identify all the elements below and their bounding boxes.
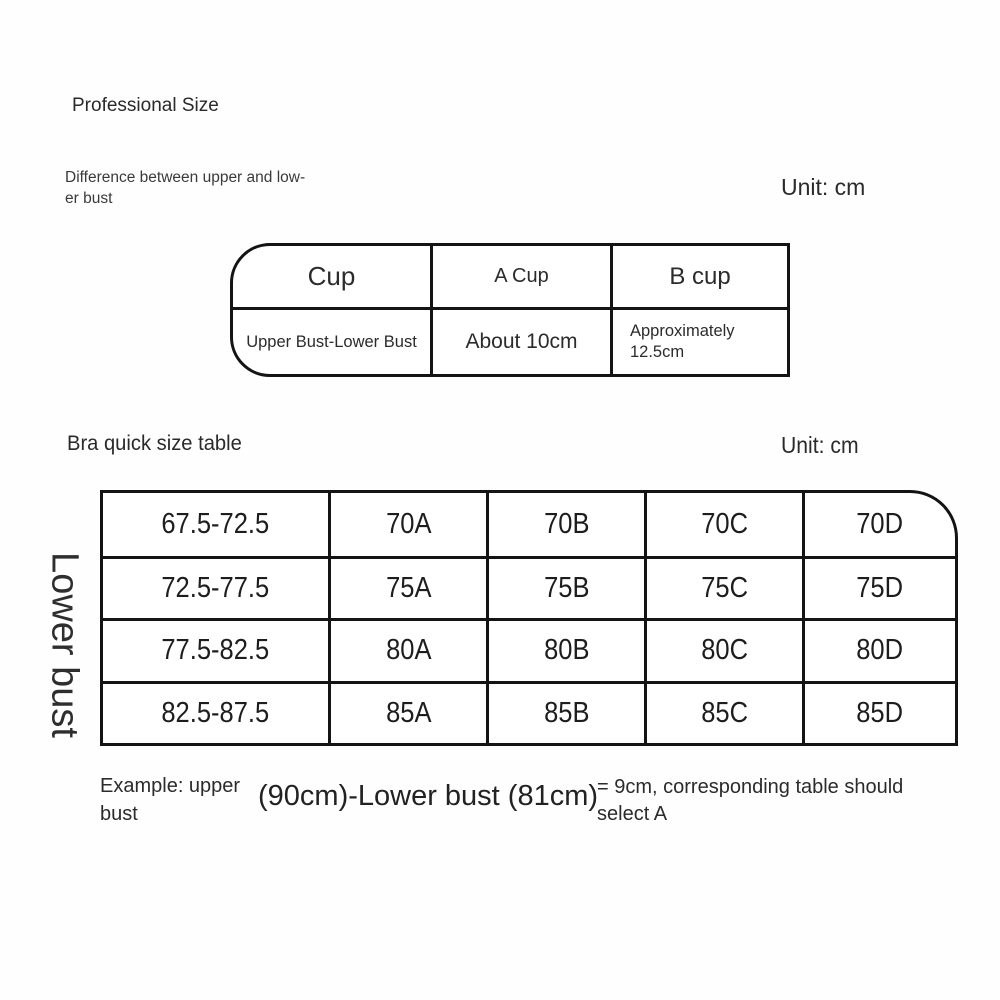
page-title: Professional Size bbox=[72, 95, 219, 116]
example-suffix-line-1: = 9cm, corresponding table should bbox=[597, 776, 904, 798]
size-cell-80B: 80B bbox=[486, 618, 644, 681]
cup-difference-table bbox=[230, 243, 790, 377]
cup-table-cell-b-value: Approximately 12.5cm bbox=[610, 307, 787, 374]
size-cell-range-70: 67.5-72.5 bbox=[161, 507, 270, 540]
size-cell-85D: 85D bbox=[802, 681, 955, 744]
cup-table-cell-upper-lower: Upper Bust-Lower Bust bbox=[233, 307, 430, 374]
subtitle-difference-note bbox=[65, 167, 305, 209]
unit-label-bottom: Unit: cm bbox=[781, 432, 859, 458]
size-cell-80A: 80A bbox=[328, 618, 486, 681]
example-suffix-line-2: select A bbox=[597, 803, 668, 825]
example-note bbox=[100, 772, 970, 828]
example-prefix-line-1: Example: upper bbox=[100, 775, 241, 797]
size-cell-70D: 70D bbox=[802, 493, 955, 556]
subtitle-line-2: er bust bbox=[65, 190, 113, 207]
cup-table-cell-a-value: About 10cm bbox=[430, 307, 610, 374]
size-cell-75D: 75D bbox=[802, 556, 955, 619]
size-cell-85A: 85A bbox=[328, 681, 486, 744]
example-formula: (90cm)-Lower bust (81cm) bbox=[258, 780, 599, 812]
size-cell-70C: 70C bbox=[644, 493, 802, 556]
size-cell-75C: 75C bbox=[644, 556, 802, 619]
example-prefix-line-2: bust bbox=[100, 803, 138, 825]
size-cell-80C: 80C bbox=[644, 618, 802, 681]
size-cell-70B: 70B bbox=[486, 493, 644, 556]
size-cell-range-80: 77.5-82.5 bbox=[103, 618, 328, 681]
size-cell-80D: 80D bbox=[802, 618, 955, 681]
size-table-heading: Bra quick size table bbox=[67, 432, 242, 455]
bra-quick-size-table bbox=[100, 490, 958, 746]
size-cell-range-75: 72.5-77.5 bbox=[103, 556, 328, 619]
size-cell-85C: 85C bbox=[644, 681, 802, 744]
size-cell-75B: 75B bbox=[486, 556, 644, 619]
cup-table-header-cup: Cup bbox=[307, 261, 356, 291]
cup-table-header-a-cup: A Cup bbox=[430, 246, 610, 307]
size-cell-range-85: 82.5-87.5 bbox=[103, 681, 328, 744]
lower-bust-axis-label: Lower bust bbox=[43, 552, 86, 738]
size-cell-85B: 85B bbox=[486, 681, 644, 744]
example-suffix bbox=[597, 774, 903, 828]
example-prefix bbox=[100, 772, 258, 828]
size-cell-70A: 70A bbox=[328, 493, 486, 556]
subtitle-line-1: Difference between upper and low- bbox=[65, 169, 306, 186]
unit-label-top: Unit: cm bbox=[781, 174, 866, 200]
cup-table-header-b-cup: B cup bbox=[610, 246, 787, 307]
size-cell-75A: 75A bbox=[328, 556, 486, 619]
